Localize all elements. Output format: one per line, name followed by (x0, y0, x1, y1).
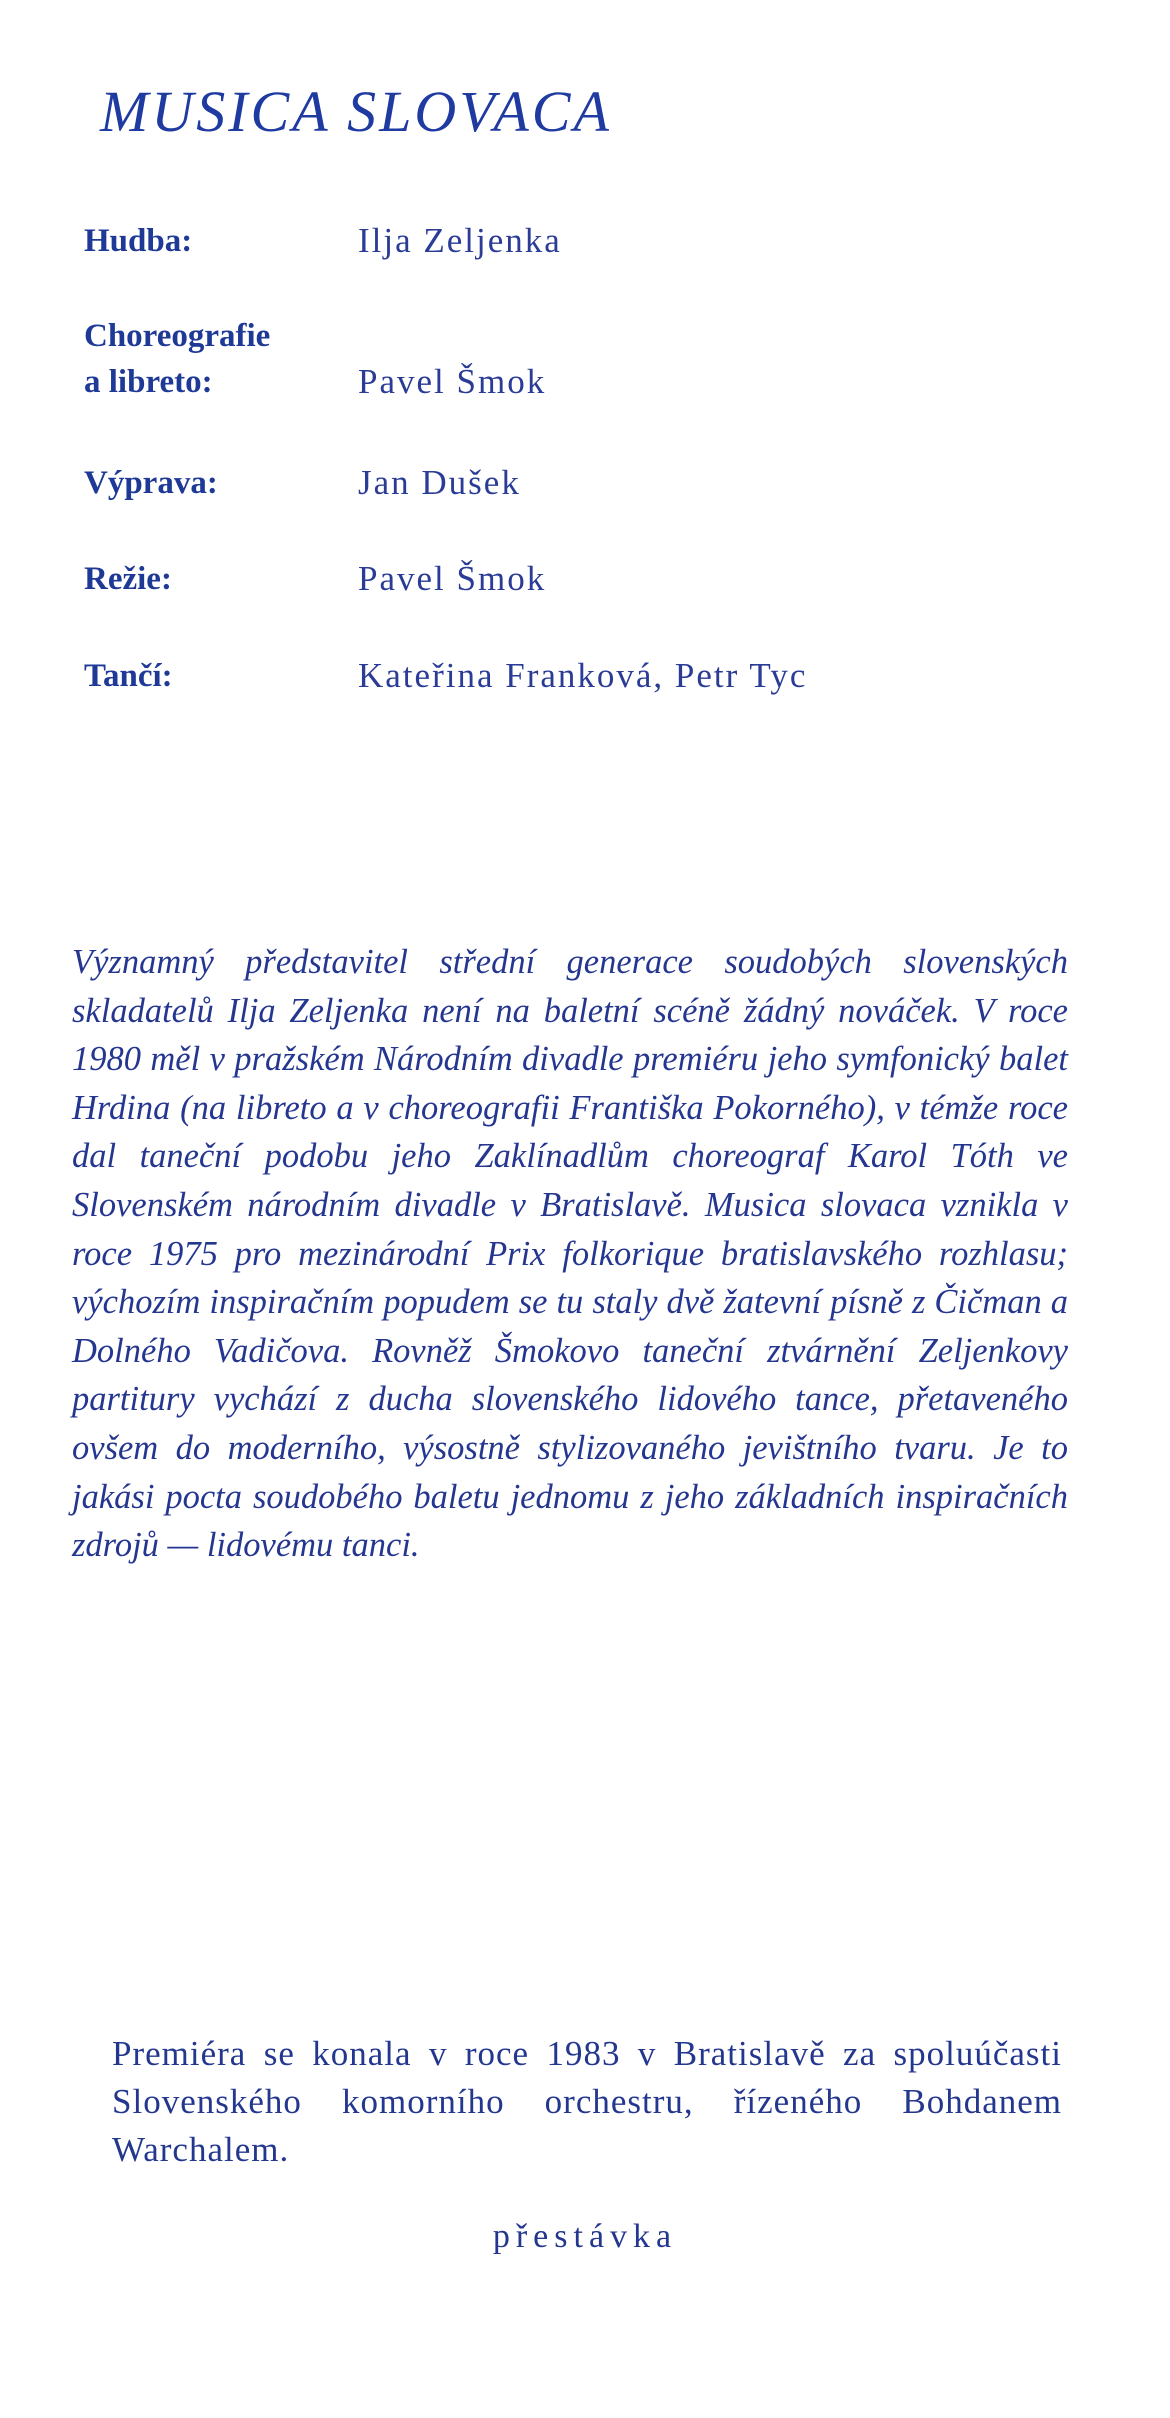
credit-value-choreography: Pavel Šmok (358, 362, 547, 401)
credit-value-design: Jan Dušek (358, 463, 521, 502)
credit-value-dancers: Kateřina Franková, Petr Tyc (358, 656, 808, 695)
essay-paragraph: Významný představitel střední generace soudobých slovenských skladatelů Ilja Zeljenka není na baletní scéně žádný nováček. V roce 1980 měl v pražském Národním divadle premiéru jeho symfonický balet Hrdina (na libreto a v choreografii Františka Pokorného), v témže roce dal taneční podobu jeho Zaklínadlům choreograf Karol Tóth ve Slovenském národním divadle v Bratislavě. Musica slovaca vznikla v roce 1975 pro mezinárodní Prix folkorique bratislavského rozhlasu; výchozím inspiračním popudem se tu staly dvě žatevní písně z Čičman a Dolného Vadičova. Rovněž Šmokovo taneční ztvárnění Zeljenkovy partitury vychází z ducha slovenského lidového tance, přetaveného ovšem do moderního, výsostně stylizovaného jevištního tvaru. Je to jakási pocta soudobého baletu jednomu z jeho základních inspiračních zdrojů — lidovému tanci. (72, 943, 1068, 1565)
intermission-label: přestávka (492, 2218, 678, 2255)
credit-value-direction: Pavel Šmok (358, 559, 547, 598)
credit-label-dancers: Tančí: (84, 658, 173, 694)
credit-label-choreography: Choreografie a libreto: (84, 318, 271, 400)
credit-label-music: Hudba: (84, 223, 193, 259)
credit-label-design: Výprava: (84, 465, 218, 501)
page-title: MUSICA SLOVACA (100, 79, 612, 144)
credit-label-direction: Režie: (84, 561, 172, 597)
premiere-note: Premiéra se konala v roce 1983 v Bratislavě za spoluúčasti Slovenského komorního orchestru, řízeného Bohdanem Warchalem. (112, 2034, 1062, 2169)
credit-value-music: Ilja Zeljenka (358, 221, 562, 260)
